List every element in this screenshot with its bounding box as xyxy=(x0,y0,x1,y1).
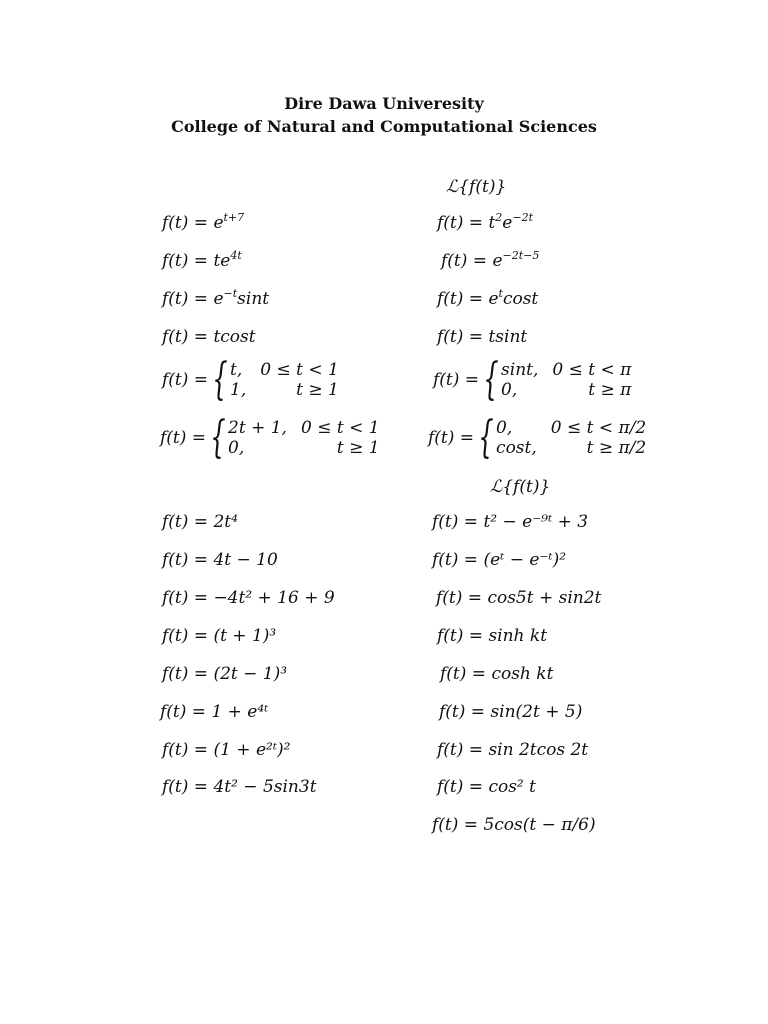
college-name: College of Natural and Computational Sciences xyxy=(171,117,597,136)
piecewise-right-1 xyxy=(433,354,632,405)
case-condition: 0 ≤ t < 1 xyxy=(260,360,339,380)
equation-exponent: −2t−5 xyxy=(502,249,540,262)
case-condition: t ≥ 1 xyxy=(296,380,339,400)
equation-right-set2-2: f(t) = (eᵗ − e⁻ᵗ)² xyxy=(432,550,567,570)
left-brace-icon: { xyxy=(210,412,226,463)
equation-exponent: 2 xyxy=(495,211,503,224)
case-value: sint, xyxy=(501,360,539,380)
case-condition: t ≥ π/2 xyxy=(586,438,647,458)
equation-base-2: e xyxy=(502,213,513,233)
piecewise-left-2 xyxy=(160,412,380,463)
equation-left-set2-4: f(t) = (t + 1)³ xyxy=(162,626,277,646)
equation-lhs: f(t) = xyxy=(162,251,214,271)
equation-right-1 xyxy=(437,213,533,233)
equation-left-set2-6: f(t) = 1 + e⁴ᵗ xyxy=(160,702,269,722)
equation-base: tcost xyxy=(213,327,256,347)
equation-left-set2-3: f(t) = −4t² + 16 + 9 xyxy=(162,588,335,608)
equation-left-set2-2: f(t) = 4t − 10 xyxy=(162,550,278,570)
equation-right-set2-1: f(t) = t² − e⁻⁹ᵗ + 3 xyxy=(432,512,589,532)
equation-exponent: 4t xyxy=(230,249,242,262)
equation-base: t xyxy=(488,213,496,233)
equation-right-set2-9: f(t) = 5cos(t − π/6) xyxy=(432,815,596,835)
case-value: cost, xyxy=(496,438,537,458)
case-value: 1, xyxy=(230,380,247,400)
equation-base: te xyxy=(213,251,231,271)
equation-left-3 xyxy=(162,289,269,309)
case-value: 0, xyxy=(501,380,518,400)
equation-base: e xyxy=(488,289,499,309)
equation-right-set2-7: f(t) = sin 2tcos 2t xyxy=(437,740,589,760)
equation-exponent: t+7 xyxy=(223,211,245,224)
piecewise-cases xyxy=(496,418,646,458)
equation-exponent: −t xyxy=(223,287,238,300)
equation-base-2: cost xyxy=(502,289,539,309)
left-brace-icon: { xyxy=(212,354,228,405)
equation-left-2 xyxy=(162,251,242,271)
equation-base: e xyxy=(213,289,224,309)
case-value: 0, xyxy=(496,418,513,438)
equation-left-1 xyxy=(162,213,244,233)
equation-exponent: t xyxy=(498,287,503,300)
equation-left-set2-8: f(t) = 4t² − 5sin3t xyxy=(162,777,317,797)
equation-lhs: f(t) = xyxy=(162,370,209,390)
equation-right-set2-5: f(t) = cosh kt xyxy=(440,664,554,684)
equation-lhs: f(t) = xyxy=(437,289,489,309)
case-condition: 0 ≤ t < π xyxy=(552,360,632,380)
equation-lhs: f(t) = xyxy=(162,213,214,233)
case-value: t, xyxy=(230,360,243,380)
equation-left-4 xyxy=(162,327,256,347)
case-value: 0, xyxy=(228,438,245,458)
university-name: Dire Dawa Univeresity xyxy=(284,94,484,113)
case-condition: t ≥ π xyxy=(588,380,632,400)
equation-right-4 xyxy=(437,327,527,347)
equation-exponent-2: −2t xyxy=(512,211,533,224)
laplace-label: ℒ{f(t)} xyxy=(490,477,551,497)
equation-right-3 xyxy=(437,289,538,309)
equation-lhs: f(t) = xyxy=(162,327,214,347)
equation-rest: sint xyxy=(237,289,270,309)
equation-lhs: f(t) = xyxy=(441,251,493,271)
equation-left-set2-5: f(t) = (2t − 1)³ xyxy=(162,664,288,684)
case-condition: 0 ≤ t < 1 xyxy=(300,418,380,438)
piecewise-cases xyxy=(228,418,380,458)
left-brace-icon: { xyxy=(478,412,494,463)
equation-left-set2-7: f(t) = (1 + e²ᵗ)² xyxy=(162,740,291,760)
piecewise-left-1 xyxy=(162,354,339,405)
equation-lhs: f(t) = xyxy=(162,289,214,309)
piecewise-right-2 xyxy=(428,412,647,463)
case-condition: t ≥ 1 xyxy=(336,438,380,458)
equation-right-set2-3: f(t) = cos5t + sin2t xyxy=(436,588,602,608)
equation-lhs: f(t) = xyxy=(433,370,480,390)
left-brace-icon: { xyxy=(483,354,499,405)
equation-right-2 xyxy=(441,251,539,271)
equation-left-set2-1: f(t) = 2t⁴ xyxy=(162,512,238,532)
equation-right-set2-8: f(t) = cos² t xyxy=(437,777,536,797)
equation-base: tsint xyxy=(488,327,528,347)
case-value: 2t + 1, xyxy=(228,418,287,438)
equation-base: e xyxy=(492,251,503,271)
piecewise-cases xyxy=(501,360,631,400)
equation-right-set2-6: f(t) = sin(2t + 5) xyxy=(439,702,583,722)
equation-lhs: f(t) = xyxy=(437,327,489,347)
equation-lhs: f(t) = xyxy=(437,213,489,233)
case-condition: 0 ≤ t < π/2 xyxy=(550,418,647,438)
equation-right-set2-4: f(t) = sinh kt xyxy=(437,626,548,646)
equation-lhs: f(t) = xyxy=(160,428,207,448)
equation-base: e xyxy=(213,213,224,233)
equation-lhs: f(t) = xyxy=(428,428,475,448)
piecewise-cases xyxy=(230,360,339,400)
laplace-label: ℒ{f(t)} xyxy=(446,177,507,197)
